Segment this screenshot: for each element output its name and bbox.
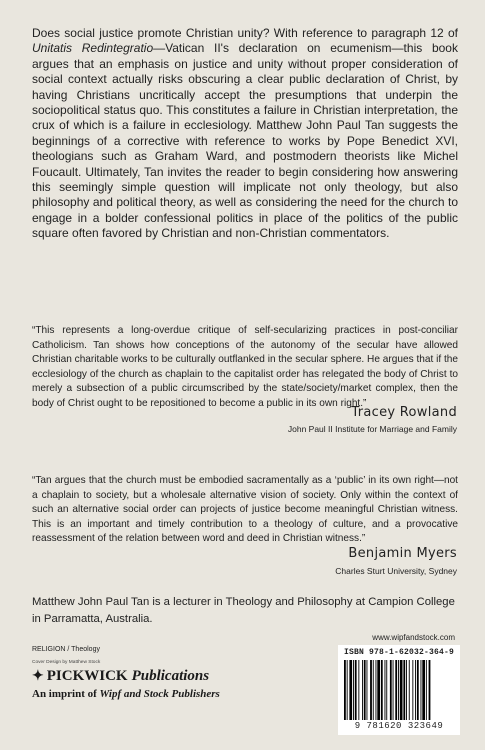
cover-credit: Cover Design by Matthew Stock xyxy=(32,660,101,665)
barcode-bars xyxy=(344,660,454,720)
barcode-bar xyxy=(415,660,416,720)
barcode-bar xyxy=(376,660,377,720)
barcode-bar xyxy=(390,660,392,720)
barcode-bar xyxy=(362,660,363,720)
endorser-affiliation-1: John Paul II Institute for Marriage and Family xyxy=(287,424,457,434)
endorser-name-2: Benjamin Myers xyxy=(348,546,457,561)
isbn-text: ISBN 978-1-62032-364-9 xyxy=(343,648,455,657)
barcode-bar xyxy=(358,660,359,720)
imprint-line xyxy=(32,688,220,700)
barcode-bar xyxy=(377,660,380,720)
barcode-bar xyxy=(367,660,368,720)
barcode-bar xyxy=(429,660,431,720)
endorsement-quote-1: “This represents a long-overdue critique of self-secularizing practices in post-conciliar Catholicism. Tan shows how conceptions of the autonomy of the secular have allowed Christian charitable works to be culturally outflanked in the secular sphere. He argues that if the ecclesiology of the church as chaplain to the capitalist order has relegated the body of Christ to merely a subsection of a public circumscribed by the state/society/market complex, then the body of Christ ought to be repositioned to become a public in its own right.” xyxy=(32,325,458,409)
barcode-bar xyxy=(364,660,366,720)
barcode-digits: 9 781620 323649 xyxy=(354,721,444,731)
barcode-bar xyxy=(421,660,422,720)
publisher-name-italic: Publications xyxy=(131,668,210,684)
barcode-bar xyxy=(417,660,419,720)
barcode-bar xyxy=(406,660,407,720)
description-lead: Does social justice promote Christian unity? With reference to paragraph 12 of xyxy=(32,26,458,40)
barcode-bar xyxy=(353,660,354,720)
barcode-bar xyxy=(412,660,413,720)
publisher-logo xyxy=(32,668,209,685)
description-rest: —Vatican II's declaration on ecumenism—this book argues that an emphasis on justice and unity without proper consideration of social context actually risks obscuring a clear public declaration of Christ, by having Christians uncritically accept the presumptions that underpin the sociopolitical status quo. This constitutes a failure in Christian interpretation, the crux of which is a failure in ecclesiology. Matthew John Paul Tan suggests the beginnings of a corrective with reference to works by Pope Benedict XVI, theologians such as Graham Ward, and postmodern theorists like Michel Foucault. Ultimately, Tan invites the reader to begin considering how answering this seemingly simple question will implicate not only theology, but also philosophy and political theory, as well as considering the need for the church to engage in a bolder confessional politics in place of the politics of the public square often favored by Christian and non-Christian commentators. xyxy=(32,41,458,241)
compass-star-icon: ✦ xyxy=(32,669,44,684)
barcode-bar xyxy=(422,660,425,720)
imprint-prefix: An imprint of xyxy=(32,688,100,700)
barcode-bar xyxy=(398,660,399,720)
barcode-bar xyxy=(347,660,348,720)
barcode xyxy=(338,645,460,735)
author-name: Matthew John Paul Tan xyxy=(32,596,150,608)
barcode-bar xyxy=(344,660,346,720)
barcode-bar xyxy=(349,660,352,720)
book-description xyxy=(32,26,458,242)
publisher-url[interactable]: www.wipfandstock.com xyxy=(372,633,455,642)
author-bio xyxy=(32,594,458,627)
endorser-name-1: Tracey Rowland xyxy=(351,405,457,420)
description-title-italic: Unitatis Redintegratio xyxy=(32,41,154,56)
barcode-bar xyxy=(370,660,372,720)
endorsement-quote-2: “Tan argues that the church must be embodied sacramentally as a ‘public’ in its own right—not a chaplain to society, but a wholesale alternative vision of society. Only within the context of such an alternative social order can projects of justice become meaningful Christian witness. This is an important and timely contribution to a theology of culture, and a provocative reassessment of the relation between word and deed in Christian witness.” xyxy=(32,475,458,545)
barcode-bar xyxy=(393,660,394,720)
barcode-bar xyxy=(426,660,427,720)
barcode-bar xyxy=(373,660,374,720)
author-bio-text: is a lecturer in Theology and Philosophy at Campion College in Parramatta, Australia. xyxy=(32,596,455,625)
barcode-bar xyxy=(409,660,410,720)
barcode-bar xyxy=(385,660,386,720)
barcode-bar xyxy=(381,660,383,720)
imprint-name: Wipf and Stock Publishers xyxy=(99,688,220,700)
publisher-name: PICKWICK xyxy=(46,668,128,684)
category-label: RELIGION / Theology xyxy=(32,646,100,653)
endorser-affiliation-2: Charles Sturt University, Sydney xyxy=(335,566,457,576)
barcode-bar xyxy=(355,660,357,720)
barcode-bar xyxy=(395,660,397,720)
barcode-bar xyxy=(403,660,405,720)
barcode-bar xyxy=(400,660,403,720)
barcode-bar xyxy=(386,660,387,720)
